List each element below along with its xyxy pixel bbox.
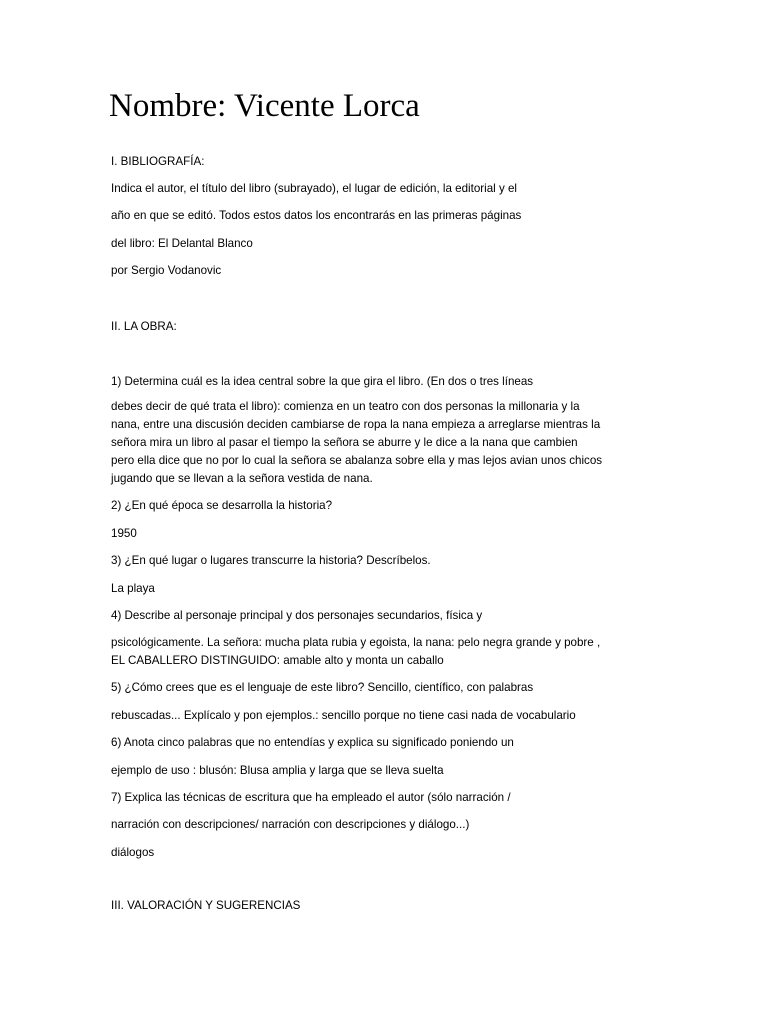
answer-line: señora mira un libro al pasar el tiempo la señora se aburre y le dice a la nana que cambien [111, 436, 578, 449]
question-line: 6) Anota cinco palabras que no entendías y explica su significado poniendo un [111, 736, 514, 749]
answer-line: rebuscadas... Explícalo y pon ejemplos.: sencillo porque no tiene casi nada de vocabulario [111, 709, 576, 722]
answer-line: La playa [111, 582, 155, 595]
text-line: año en que se editó. Todos estos datos los encontrarás en las primeras páginas [111, 209, 522, 222]
answer-line: 1950 [111, 527, 137, 540]
question-line: narración con descripciones/ narración con descripciones y diálogo...) [111, 818, 470, 831]
answer-line: psicológicamente. La señora: mucha plata rubia y egoista, la nana: pelo negra grande y pobre , [111, 636, 601, 649]
page-title: Nombre: Vicente Lorca [109, 88, 420, 124]
section-heading-valoracion: III. VALORACIÓN Y SUGERENCIAS [111, 899, 301, 912]
question-line: 3) ¿En qué lugar o lugares transcurre la historia? Descríbelos. [111, 554, 431, 567]
section-heading-bibliografia: I. BIBLIOGRAFÍA: [111, 155, 205, 168]
section-heading-la-obra: II. LA OBRA: [111, 320, 177, 333]
text-line: por Sergio Vodanovic [111, 264, 222, 277]
answer-line: ejemplo de uso : blusón: Blusa amplia y larga que se lleva suelta [111, 764, 444, 777]
answer-line: jugando que se llevan a la señora vestida de nana. [111, 472, 373, 485]
question-line: 4) Describe al personaje principal y dos personajes secundarios, física y [111, 609, 483, 622]
answer-line: debes decir de qué trata el libro): comienza en un teatro con dos personas la millonaria y la [111, 400, 580, 413]
text-line: del libro: El Delantal Blanco [111, 237, 253, 250]
answer-line: nana, entre una discusión deciden cambiarse de ropa la nana empieza a arreglarse mientras la [111, 418, 601, 431]
question-line: 2) ¿En qué época se desarrolla la historia? [111, 499, 333, 512]
answer-line: pero ella dice que no por lo cual la señora se abalanza sobre ella y mas lejos avian unos chicos [111, 454, 603, 467]
question-line: 7) Explica las técnicas de escritura que ha empleado el autor (sólo narración / [111, 791, 511, 804]
text-line: Indica el autor, el título del libro (subrayado), el lugar de edición, la editorial y el [111, 182, 518, 195]
question-line: 5) ¿Cómo crees que es el lenguaje de este libro? Sencillo, científico, con palabras [111, 681, 534, 694]
answer-line: diálogos [111, 846, 155, 859]
question-line: 1) Determina cuál es la idea central sobre la que gira el libro. (En dos o tres líneas [111, 375, 534, 388]
answer-line: EL CABALLERO DISTINGUIDO: amable alto y monta un caballo [111, 654, 444, 667]
